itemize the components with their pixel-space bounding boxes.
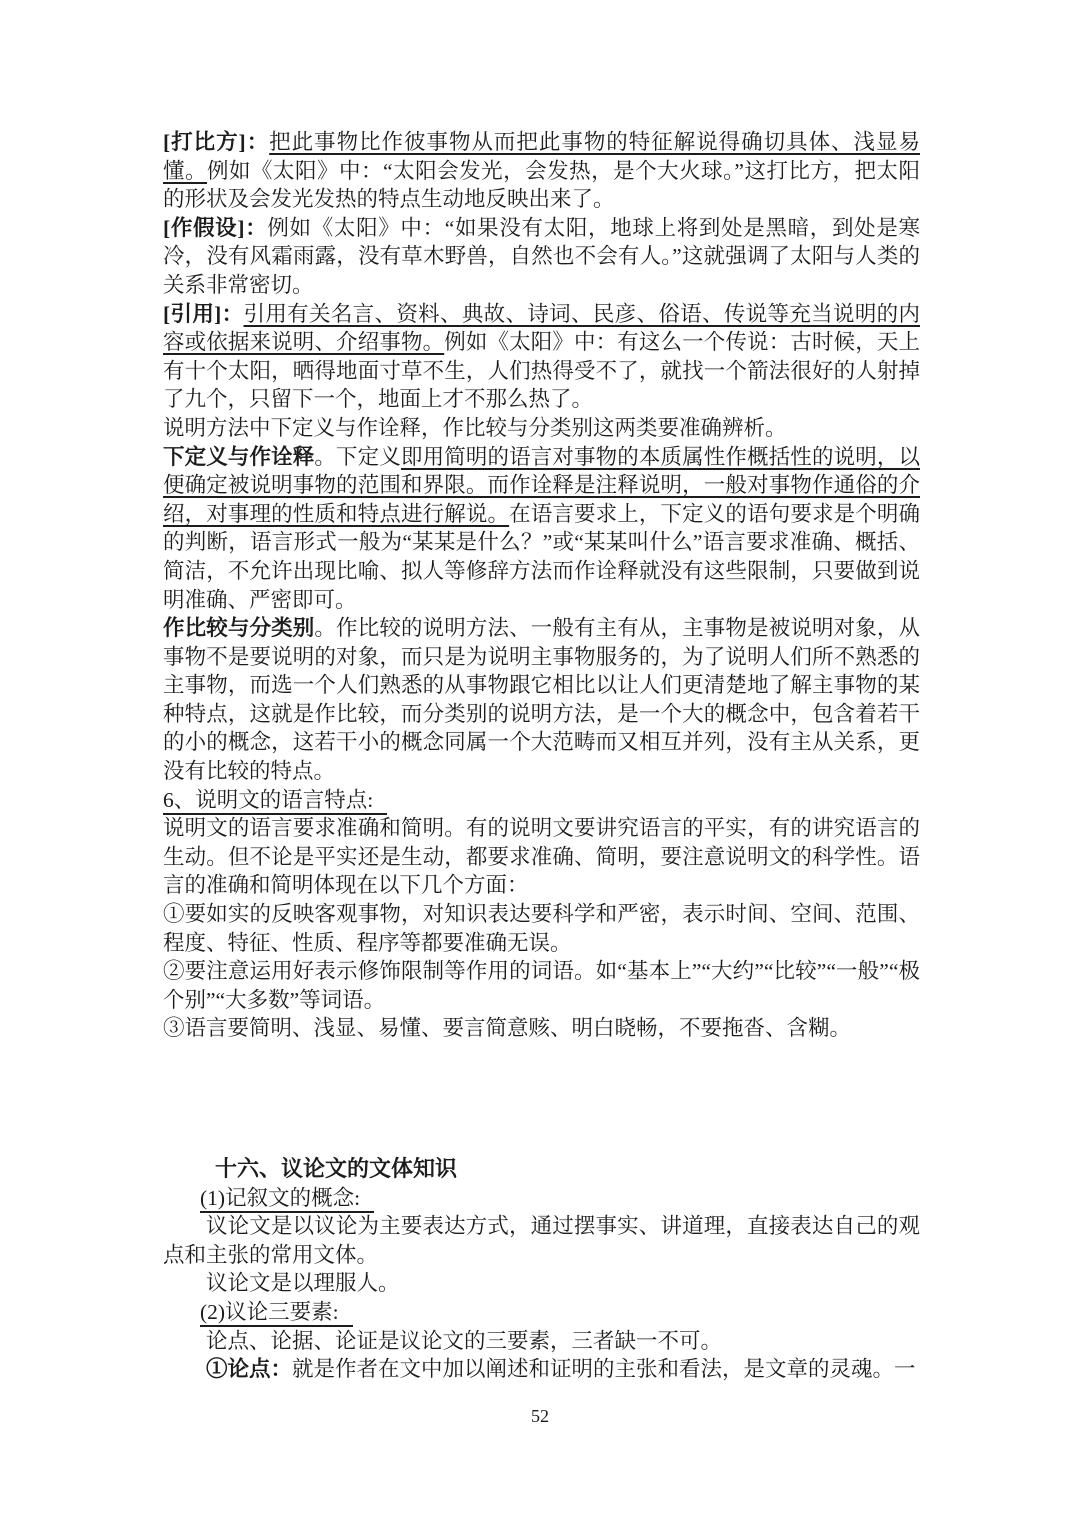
body-text-run: 。下定义: [314, 444, 401, 469]
body-text-run: 例如《太阳》中：“太阳会发光，会发热，是个大火球。”这打比方，把太阳的形状及会发光发热的特点生动地反映出来了。: [163, 158, 920, 212]
method-label-yinyong: [引用]：: [163, 301, 244, 326]
list-item-1: ①要如实的反映客观事物，对知识表达要科学和严密，表示时间、空间、范围、程度、特征、性质、程序等都要准确无误。: [163, 902, 920, 955]
body-text-run: 例如《太阳》中：有这么一个传说：古时候，天上有十个太阳，晒得地面寸草不生，人们热得受不了，就找一个箭法很好的人射掉了九个，只留下一个，地面上才不那么热了。: [163, 330, 920, 412]
body-text-run: 就是作者在文中加以阐述和证明的主张和看法，是文章的灵魂。一: [292, 1357, 916, 1382]
paragraph-yinyong: [163, 300, 920, 414]
paragraph-yilunwen-def: 议论文是以议论为主要表达方式，通过摆事实、讲道理，直接表达自己的观点和主张的常用文体。: [163, 1214, 920, 1267]
paragraph-zuobijiao: [163, 614, 920, 786]
paragraph-zuojiashe: [163, 214, 920, 300]
underlined-heading: 6、说明文的语言特点:: [163, 788, 387, 815]
body-text-run: 在语言要求上，下定义的语句要求是个明确的判断，语言形式一般为“某某是什么？”或“某某叫什么”语言要求准确、概括、简洁，不允许出现比喻、拟人等修辞方法而作诠释就没有这些限制，只要做到说明准确、严密即可。: [163, 501, 920, 612]
underlined-heading: (1)记叙文的概念:: [200, 1186, 374, 1213]
heading-jixuwen-gainian: [163, 1184, 920, 1213]
term-label-xiadingyi: 下定义与作诠释: [163, 444, 315, 469]
term-label-lundian: ①论点：: [206, 1357, 293, 1382]
term-label-zuobijiao: 作比较与分类别: [163, 616, 315, 641]
underlined-definition: 即用简明的语言对事物的本质属性作概括性的说明，以便确定被说明事物的范围和界限。而作诠释是注释说明，一般对事物作通俗的介绍，对事理的性质和特点进行解说。: [163, 444, 920, 526]
chapter-heading: 十六、议论文的文体知识: [215, 1156, 458, 1181]
underlined-definition: 把此事物比作彼事物从而把此事物的特征解说得确切具体、浅显易懂。: [163, 130, 920, 183]
underlined-heading: (2)议论三要素:: [200, 1300, 353, 1327]
paragraph-lundian: [163, 1355, 920, 1384]
document-body: [163, 128, 920, 1384]
list-item-2: ②要注意运用好表示修饰限制等作用的词语。如“基本上”“大约”“比较”“一般”“极个别”“大多数”等词语。: [163, 959, 920, 1012]
paragraph-dabifang: [163, 128, 920, 214]
heading-yilun-yaosu: [163, 1298, 920, 1327]
paragraph-xiadingyi: [163, 443, 920, 615]
body-text-run: 例如《太阳》中：“如果没有太阳，地球上将到处是黑暗，到处是寒冷，没有风霜雨露，没有草木野兽，自然也不会有人。”这就强调了太阳与人类的关系非常密切。: [163, 215, 920, 297]
paragraph-sanyaosu: 论点、论据、论证是议论文的三要素，三者缺一不可。: [206, 1328, 723, 1353]
method-label-dabifang: [打比方]：: [163, 130, 270, 154]
body-text-run: 。作比较的说明方法、一般有主有从，主事物是被说明对象，从事物不是要说明的对象，而只是为说明主事物服务的，为了说明人们所不熟悉的主事物，而选一个人们熟悉的从事物跟它相比以让人们更清楚地了解主事物的某种特点，这就是作比较，而分类别的说明方法，是一个大的概念中，包含着若干的小的概念，这若干小的概念同属一个大范畴而又相互并列，没有主从关系，更没有比较的特点。: [163, 616, 920, 784]
paragraph-yilifuren: 议论文是以理服人。: [206, 1271, 400, 1296]
heading-yuyan-tedian: [163, 786, 920, 815]
page-number: 52: [531, 1406, 549, 1426]
paragraph-yuyan-intro: 说明文的语言要求准确和简明。有的说明文要讲究语言的平实，有的讲究语言的生动。但不论是平实还是生动，都要求准确、简明，要注意说明文的科学性。语言的准确和简明体现在以下几个方面：: [163, 816, 920, 898]
method-label-zuojiashe: [作假设]：: [163, 215, 268, 240]
list-item-3: ③语言要简明、浅显、易懂、要言简意赅、明白晓畅，不要拖沓、含糊。: [163, 1016, 852, 1041]
underlined-definition: 引用有关名言、资料、典故、诗词、民彦、俗语、传说等充当说明的内容或依据来说明、介绍事物。: [163, 301, 920, 355]
paragraph-bianxi: 说明方法中下定义与作诠释，作比较与分类别这两类要准确辨析。: [163, 415, 787, 440]
